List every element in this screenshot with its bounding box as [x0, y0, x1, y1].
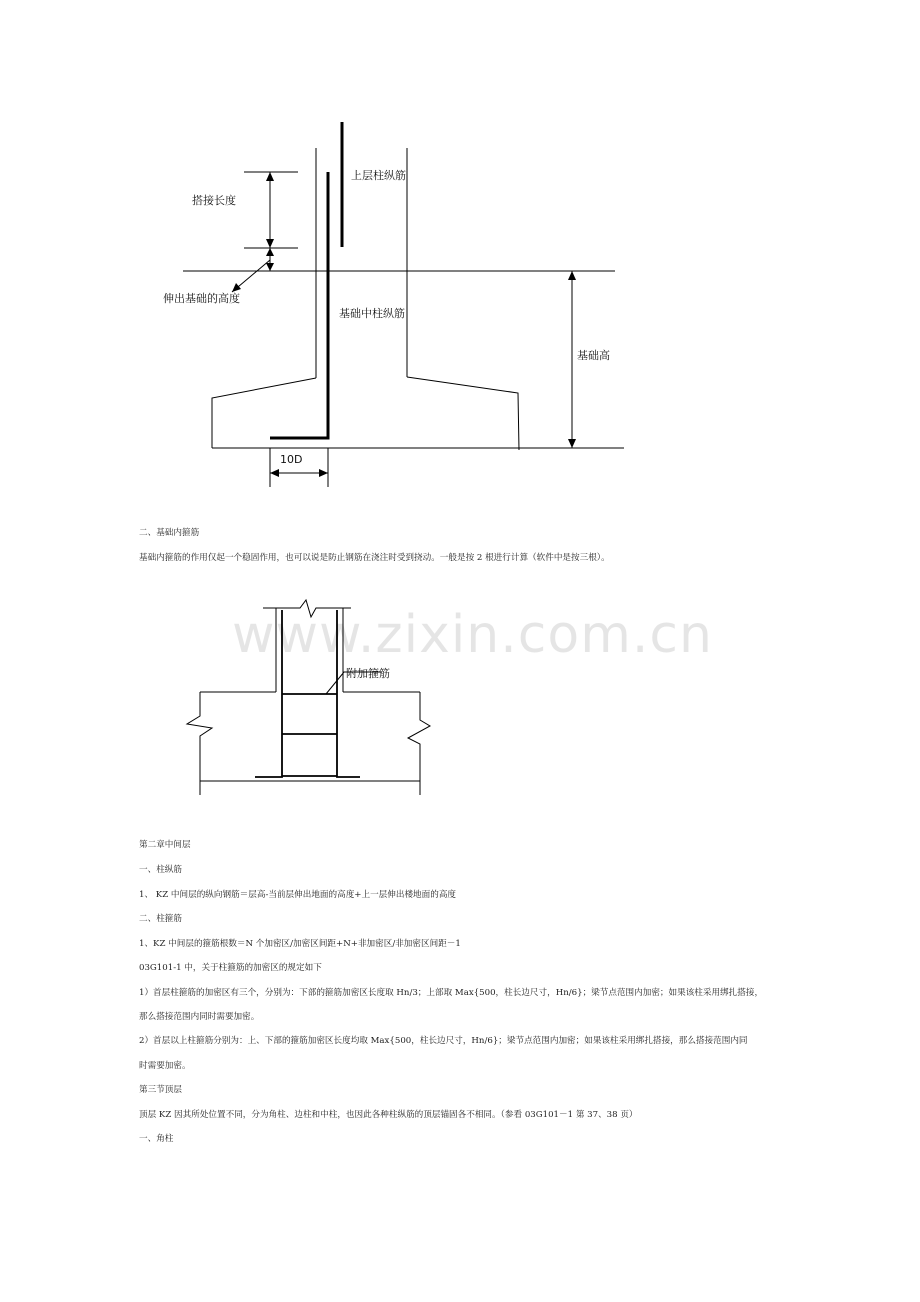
foundation-height-label: 基础高: [577, 349, 610, 362]
heading-top-floor: 第三节顶层: [139, 1085, 182, 1095]
heading-corner-column: 一、角柱: [139, 1134, 174, 1144]
upper-bar-label: 上层柱纵筋: [351, 169, 406, 182]
paragraph-rule-2-line-1: 2）首层以上柱箍筋分别为：上、下部的箍筋加密区长度均取 Max{500，柱长边尺寸，Hn/6}；梁节点范围内加密；如果该柱采用绑扎搭接，那么搭接范围内同: [139, 1036, 748, 1046]
foundation-rebar-diagram: [0, 0, 920, 500]
paragraph-stirrup-formula: 1、KZ 中间层的箍筋根数＝N 个加密区/加密区间距+N+非加密区/非加密区间距－1: [139, 939, 461, 949]
watermark: www.zixin.com.cn: [232, 605, 713, 665]
extension-height-label: 伸出基础的高度: [163, 292, 240, 305]
hook-length-label: 10D: [280, 453, 303, 466]
heading-stirrups: 二、柱箍筋: [139, 914, 182, 924]
heading-chapter-2: 第二章中间层: [139, 840, 191, 850]
splice-length-label: 搭接长度: [192, 194, 236, 207]
paragraph-rule-2-line-2: 时需要加密。: [139, 1061, 191, 1071]
foundation-stirrup-diagram: [0, 590, 920, 810]
paragraph-foundation-stirrups: 基础内箍筋的作用仅起一个稳固作用，也可以说是防止钢筋在浇注时受到挠动。一般是按 2 根进行计算（软件中是按三根）。: [139, 553, 610, 563]
paragraph-code-reference: 03G101-1 中，关于柱箍筋的加密区的规定如下: [139, 963, 322, 973]
foundation-bar-label: 基础中柱纵筋: [339, 307, 405, 320]
paragraph-rule-1-line-1: 1）首层柱箍筋的加密区有三个，分别为：下部的箍筋加密区长度取 Hn/3；上部取 Max{500，柱长边尺寸，Hn/6}；梁节点范围内加密；如果该柱采用绑扎搭接，: [139, 988, 764, 998]
heading-foundation-stirrups: 二、基础内箍筋: [139, 528, 200, 538]
heading-longitudinal-bars: 一、柱纵筋: [139, 865, 182, 875]
paragraph-longitudinal-formula: 1、 KZ 中间层的纵向钢筋＝层高-当前层伸出地面的高度+上一层伸出楼地面的高度: [139, 890, 457, 900]
extra-stirrup-label: 附加箍筋: [346, 667, 390, 680]
paragraph-top-floor: 顶层 KZ 因其所处位置不同，分为角柱、边柱和中柱，也因此各种柱纵筋的顶层锚固各不相同。（参看 03G101－1 第 37、38 页）: [139, 1110, 638, 1120]
paragraph-rule-1-line-2: 那么搭接范围内同时需要加密。: [139, 1012, 260, 1022]
